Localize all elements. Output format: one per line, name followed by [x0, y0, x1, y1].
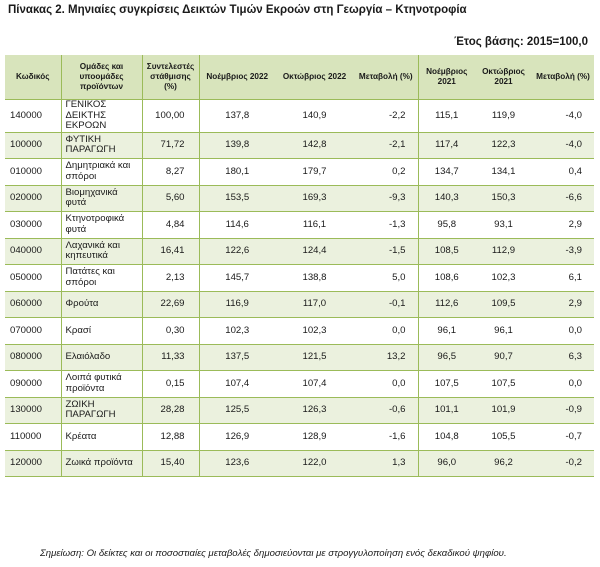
- cell-oct-2022: 121,5: [275, 344, 354, 371]
- header-row: [5, 55, 594, 100]
- cell-nov-2022: 114,6: [199, 212, 275, 239]
- cell-code: 070000: [5, 318, 61, 345]
- cell-oct-2022: 142,8: [275, 132, 354, 159]
- cell-change-2021: 0,4: [532, 159, 594, 186]
- table-row: [5, 265, 594, 292]
- cell-change-2021: 0,0: [532, 371, 594, 398]
- cell-oct-2021: 102,3: [475, 265, 532, 292]
- table-row: [5, 344, 594, 371]
- cell-nov-2021: 140,3: [418, 185, 475, 212]
- table-row: [5, 100, 594, 133]
- cell-change-2022: -0,6: [354, 397, 418, 424]
- cell-weight: 15,40: [142, 450, 199, 477]
- cell-oct-2022: 122,0: [275, 450, 354, 477]
- table-row: [5, 212, 594, 239]
- cell-group: ΦΥΤΙΚΗ ΠΑΡΑΓΩΓΗ: [61, 132, 142, 159]
- base-year-label: Έτος βάσης: 2015=100,0: [454, 36, 588, 48]
- cell-change-2021: 0,0: [532, 318, 594, 345]
- cell-code: 090000: [5, 371, 61, 398]
- cell-code: 140000: [5, 100, 61, 133]
- cell-weight: 12,88: [142, 424, 199, 451]
- table-row: [5, 318, 594, 345]
- cell-nov-2022: 180,1: [199, 159, 275, 186]
- cell-code: 010000: [5, 159, 61, 186]
- cell-change-2022: -2,2: [354, 100, 418, 133]
- table-row: [5, 185, 594, 212]
- table-row: [5, 397, 594, 424]
- table-row: [5, 291, 594, 318]
- cell-oct-2021: 150,3: [475, 185, 532, 212]
- table-row: [5, 450, 594, 477]
- cell-weight: 100,00: [142, 100, 199, 133]
- cell-nov-2021: 96,0: [418, 450, 475, 477]
- cell-oct-2021: 107,5: [475, 371, 532, 398]
- cell-nov-2022: 145,7: [199, 265, 275, 292]
- table-row: [5, 132, 594, 159]
- cell-group: ΖΩΙΚΗ ΠΑΡΑΓΩΓΗ: [61, 397, 142, 424]
- cell-change-2022: 5,0: [354, 265, 418, 292]
- cell-code: 100000: [5, 132, 61, 159]
- cell-change-2021: -0,9: [532, 397, 594, 424]
- cell-oct-2022: 126,3: [275, 397, 354, 424]
- cell-oct-2021: 109,5: [475, 291, 532, 318]
- price-index-table: [5, 55, 594, 477]
- cell-oct-2021: 112,9: [475, 238, 532, 265]
- cell-weight: 28,28: [142, 397, 199, 424]
- cell-weight: 22,69: [142, 291, 199, 318]
- cell-oct-2022: 128,9: [275, 424, 354, 451]
- cell-weight: 2,13: [142, 265, 199, 292]
- cell-oct-2022: 140,9: [275, 100, 354, 133]
- cell-weight: 11,33: [142, 344, 199, 371]
- cell-weight: 16,41: [142, 238, 199, 265]
- table-row: [5, 424, 594, 451]
- cell-nov-2021: 96,5: [418, 344, 475, 371]
- cell-oct-2021: 101,9: [475, 397, 532, 424]
- cell-group: Κρέατα: [61, 424, 142, 451]
- cell-code: 040000: [5, 238, 61, 265]
- cell-group: ΓΕΝΙΚΟΣ ΔΕΙΚΤΗΣ ΕΚΡΟΩΝ: [61, 100, 142, 133]
- cell-group: Βιομηχανικά φυτά: [61, 185, 142, 212]
- header-code: Κωδικός: [5, 55, 61, 100]
- cell-nov-2022: 102,3: [199, 318, 275, 345]
- cell-change-2021: 6,3: [532, 344, 594, 371]
- cell-group: Λοιπά φυτικά προϊόντα: [61, 371, 142, 398]
- cell-oct-2021: 134,1: [475, 159, 532, 186]
- footnote: Σημείωση: Οι δείκτες και οι ποσοστιαίες μεταβολές δημοσιεύονται με στρογγυλοποίηση ενός δεκαδικού ψηφίου.: [40, 548, 507, 559]
- cell-nov-2021: 108,6: [418, 265, 475, 292]
- cell-code: 030000: [5, 212, 61, 239]
- cell-change-2021: -4,0: [532, 132, 594, 159]
- cell-weight: 0,30: [142, 318, 199, 345]
- table-row: [5, 371, 594, 398]
- cell-nov-2022: 137,5: [199, 344, 275, 371]
- header-oct-2021: Οκτώβριος 2021: [475, 55, 532, 100]
- cell-nov-2022: 126,9: [199, 424, 275, 451]
- cell-change-2021: -6,6: [532, 185, 594, 212]
- cell-oct-2022: 107,4: [275, 371, 354, 398]
- cell-oct-2022: 169,3: [275, 185, 354, 212]
- cell-code: 060000: [5, 291, 61, 318]
- cell-code: 130000: [5, 397, 61, 424]
- cell-change-2022: 0,0: [354, 371, 418, 398]
- header-group: Ομάδες και υποομάδες προϊόντων: [61, 55, 142, 100]
- cell-oct-2022: 117,0: [275, 291, 354, 318]
- table-row: [5, 238, 594, 265]
- cell-nov-2022: 137,8: [199, 100, 275, 133]
- cell-code: 110000: [5, 424, 61, 451]
- header-nov-2021: Νοέμβριος 2021: [418, 55, 475, 100]
- cell-change-2021: -4,0: [532, 100, 594, 133]
- cell-change-2021: -3,9: [532, 238, 594, 265]
- cell-oct-2021: 96,2: [475, 450, 532, 477]
- header-nov-2022: Νοέμβριος 2022: [199, 55, 275, 100]
- cell-oct-2021: 122,3: [475, 132, 532, 159]
- cell-oct-2021: 90,7: [475, 344, 532, 371]
- cell-weight: 4,84: [142, 212, 199, 239]
- cell-change-2022: -2,1: [354, 132, 418, 159]
- cell-nov-2022: 153,5: [199, 185, 275, 212]
- header-change-2022: Μεταβολή (%): [354, 55, 418, 100]
- cell-nov-2021: 112,6: [418, 291, 475, 318]
- cell-change-2022: -9,3: [354, 185, 418, 212]
- cell-change-2022: -1,3: [354, 212, 418, 239]
- cell-group: Κτηνοτροφικά φυτά: [61, 212, 142, 239]
- cell-oct-2022: 124,4: [275, 238, 354, 265]
- header-weight: Συντελεστές στάθμισης (%): [142, 55, 199, 100]
- cell-oct-2022: 138,8: [275, 265, 354, 292]
- cell-nov-2021: 117,4: [418, 132, 475, 159]
- table-title: Πίνακας 2. Μηνιαίες συγκρίσεις Δεικτών Τιμών Εκροών στη Γεωργία – Κτηνοτροφία: [8, 4, 467, 16]
- cell-change-2022: 13,2: [354, 344, 418, 371]
- cell-weight: 5,60: [142, 185, 199, 212]
- cell-group: Δημητριακά και σπόροι: [61, 159, 142, 186]
- cell-change-2021: 2,9: [532, 212, 594, 239]
- cell-nov-2022: 139,8: [199, 132, 275, 159]
- cell-nov-2021: 115,1: [418, 100, 475, 133]
- cell-change-2022: -0,1: [354, 291, 418, 318]
- cell-change-2022: 0,2: [354, 159, 418, 186]
- cell-weight: 71,72: [142, 132, 199, 159]
- cell-nov-2021: 134,7: [418, 159, 475, 186]
- cell-change-2021: 6,1: [532, 265, 594, 292]
- cell-code: 050000: [5, 265, 61, 292]
- header-change-2021: Μεταβολή (%): [532, 55, 594, 100]
- cell-code: 080000: [5, 344, 61, 371]
- cell-oct-2021: 105,5: [475, 424, 532, 451]
- cell-code: 020000: [5, 185, 61, 212]
- cell-nov-2021: 96,1: [418, 318, 475, 345]
- header-oct-2022: Οκτώβριος 2022: [275, 55, 354, 100]
- table-row: [5, 159, 594, 186]
- cell-group: Φρούτα: [61, 291, 142, 318]
- cell-oct-2022: 179,7: [275, 159, 354, 186]
- cell-nov-2022: 125,5: [199, 397, 275, 424]
- cell-group: Πατάτες και σπόροι: [61, 265, 142, 292]
- cell-change-2021: -0,2: [532, 450, 594, 477]
- cell-change-2022: -1,6: [354, 424, 418, 451]
- cell-change-2022: 0,0: [354, 318, 418, 345]
- cell-nov-2021: 108,5: [418, 238, 475, 265]
- cell-oct-2021: 96,1: [475, 318, 532, 345]
- cell-nov-2021: 107,5: [418, 371, 475, 398]
- cell-weight: 0,15: [142, 371, 199, 398]
- cell-nov-2022: 123,6: [199, 450, 275, 477]
- cell-nov-2021: 101,1: [418, 397, 475, 424]
- cell-nov-2022: 116,9: [199, 291, 275, 318]
- cell-nov-2022: 122,6: [199, 238, 275, 265]
- cell-group: Ζωικά προϊόντα: [61, 450, 142, 477]
- cell-change-2021: -0,7: [532, 424, 594, 451]
- cell-change-2022: 1,3: [354, 450, 418, 477]
- cell-nov-2021: 95,8: [418, 212, 475, 239]
- cell-group: Κρασί: [61, 318, 142, 345]
- cell-nov-2021: 104,8: [418, 424, 475, 451]
- cell-weight: 8,27: [142, 159, 199, 186]
- cell-change-2021: 2,9: [532, 291, 594, 318]
- cell-code: 120000: [5, 450, 61, 477]
- cell-oct-2021: 93,1: [475, 212, 532, 239]
- cell-oct-2022: 116,1: [275, 212, 354, 239]
- cell-oct-2021: 119,9: [475, 100, 532, 133]
- cell-change-2022: -1,5: [354, 238, 418, 265]
- cell-nov-2022: 107,4: [199, 371, 275, 398]
- cell-group: Λαχανικά και κηπευτικά: [61, 238, 142, 265]
- cell-oct-2022: 102,3: [275, 318, 354, 345]
- cell-group: Ελαιόλαδο: [61, 344, 142, 371]
